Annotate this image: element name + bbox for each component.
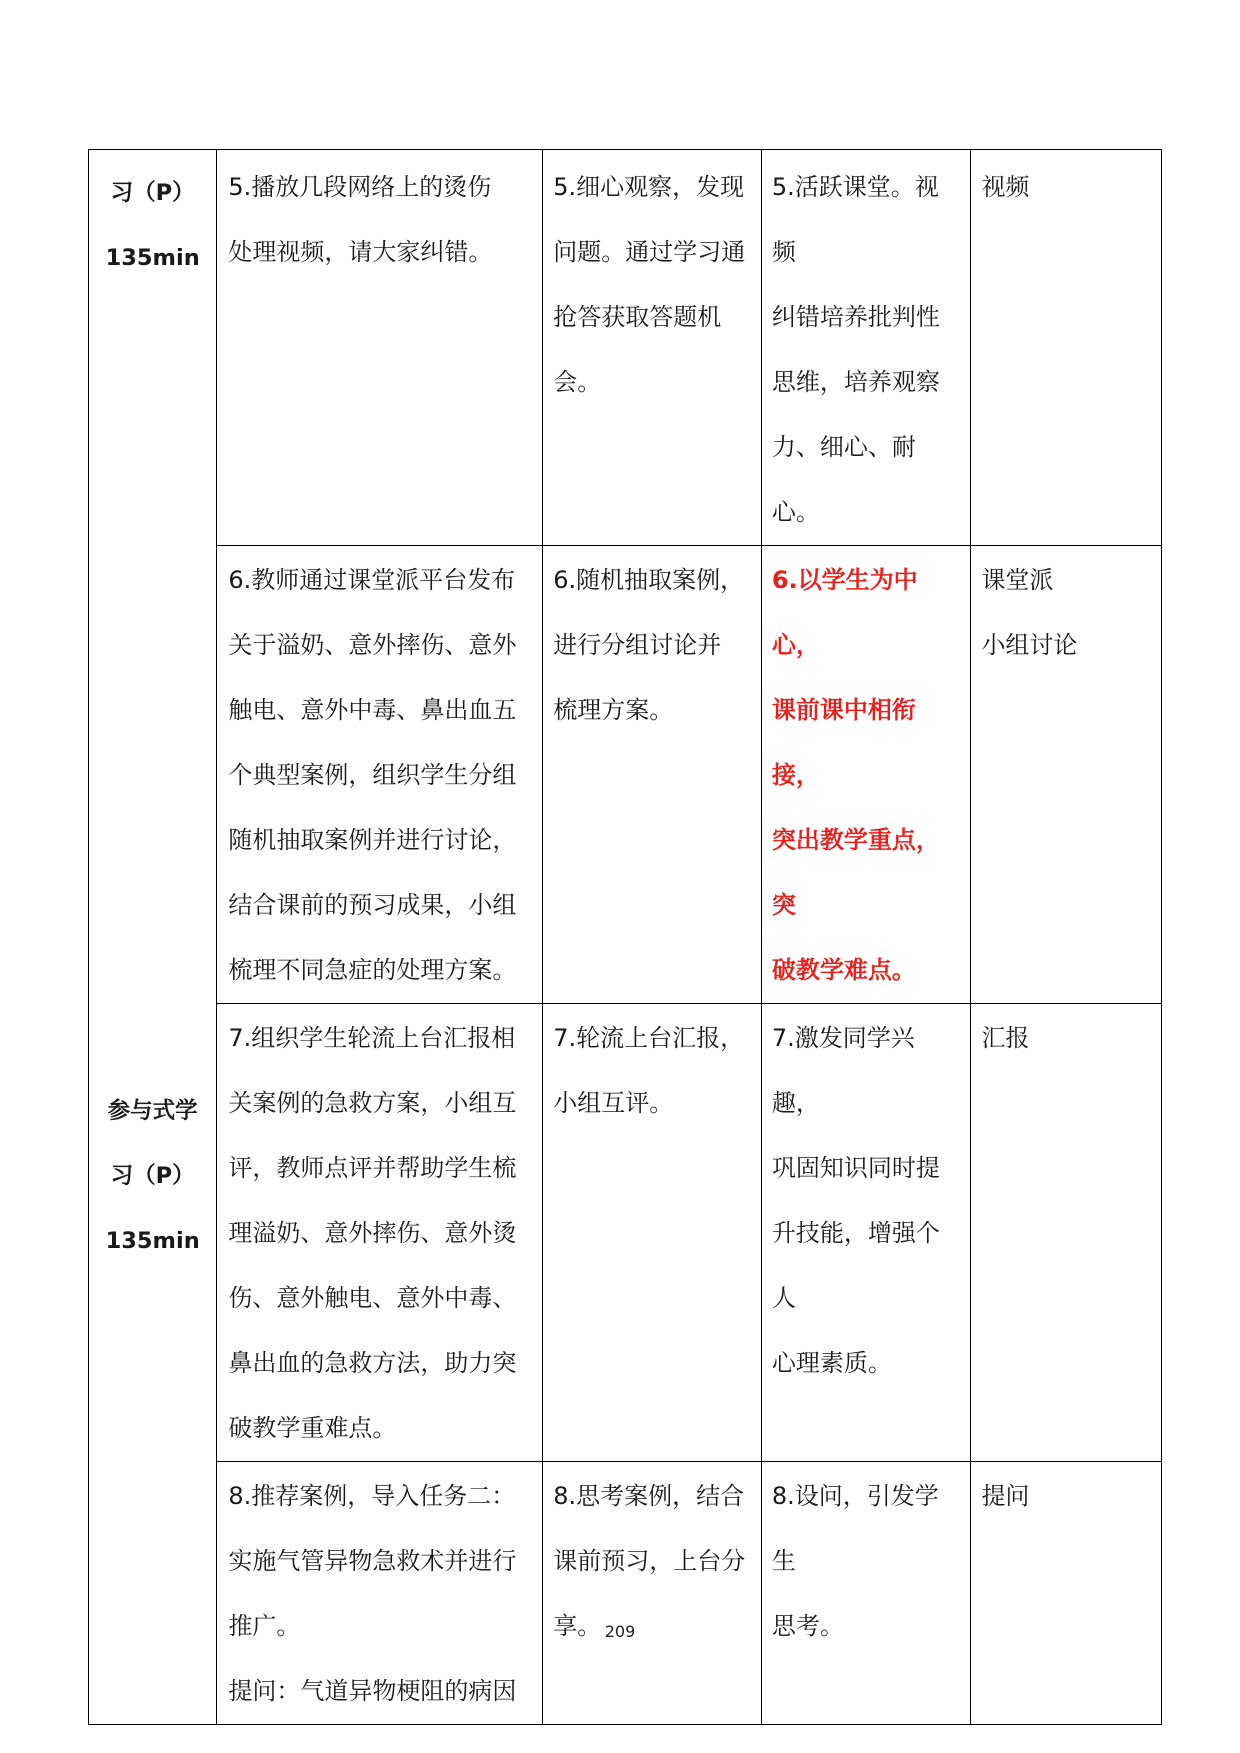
page-number: 209 xyxy=(604,1622,636,1641)
lesson-plan-table xyxy=(88,149,1162,1725)
stage-label-top-2: 135min xyxy=(105,245,200,271)
table-row xyxy=(89,150,1162,546)
design-intent-cell: 7.激发同学兴趣， 巩固知识同时提 升技能，增强个人 心理素质。 xyxy=(761,1004,971,1462)
student-activity-cell: 5.细心观察，发现 问题。通过学习通 抢答获取答题机 会。 xyxy=(543,150,762,546)
table-row xyxy=(89,546,1162,1004)
stage-label-mid-2: 习（P） xyxy=(110,1163,195,1189)
resource-cell: 视频 xyxy=(971,150,1162,546)
teacher-activity-cell: 7.组织学生轮流上台汇报相 关案例的急救方案，小组互 评，教师点评并帮助学生梳 理溢奶、意外摔伤、意外烫 伤、意外触电、意外中毒、 鼻出血的急救方法，助力突 破教学重难点。 xyxy=(217,1004,543,1462)
resource-cell: 提问 xyxy=(971,1462,1162,1725)
table-row xyxy=(89,1004,1162,1462)
student-activity-cell: 6.随机抽取案例， 进行分组讨论并 梳理方案。 xyxy=(543,546,762,1004)
stage-cell xyxy=(89,150,217,1725)
teacher-activity-cell: 6.教师通过课堂派平台发布 关于溢奶、意外摔伤、意外 触电、意外中毒、鼻出血五 个典型案例，组织学生分组 随机抽取案例并进行讨论， 结合课前的预习成果，小组 梳理不同急症的处理方案。 xyxy=(217,546,543,1004)
student-activity-cell: 7.轮流上台汇报， 小组互评。 xyxy=(543,1004,762,1462)
resource-cell: 汇报 xyxy=(971,1004,1162,1462)
resource-cell: 课堂派 小组讨论 xyxy=(971,546,1162,1004)
stage-label-mid-1: 参与式学 xyxy=(107,1098,198,1124)
teacher-activity-cell: 8.推荐案例，导入任务二： 实施气管异物急救术并进行 推广。 提问：气道异物梗阻的病因 xyxy=(217,1462,543,1725)
table-row xyxy=(89,1462,1162,1725)
student-activity-cell: 8.思考案例，结合 课前预习，上台分 享。 xyxy=(543,1462,762,1725)
design-intent-cell: 8.设问，引发学生 思考。 xyxy=(761,1462,971,1725)
design-intent-cell: 6.以学生为中心， 课前课中相衔接， 突出教学重点，突 破教学难点。 xyxy=(761,546,971,1004)
stage-label-top-1: 习（P） xyxy=(110,180,195,206)
design-intent-cell: 5.活跃课堂。视频 纠错培养批判性 思维，培养观察 力、细心、耐心。 xyxy=(761,150,971,546)
stage-label-mid-3: 135min xyxy=(105,1228,200,1254)
teacher-activity-cell: 5.播放几段网络上的烫伤 处理视频，请大家纠错。 xyxy=(217,150,543,546)
